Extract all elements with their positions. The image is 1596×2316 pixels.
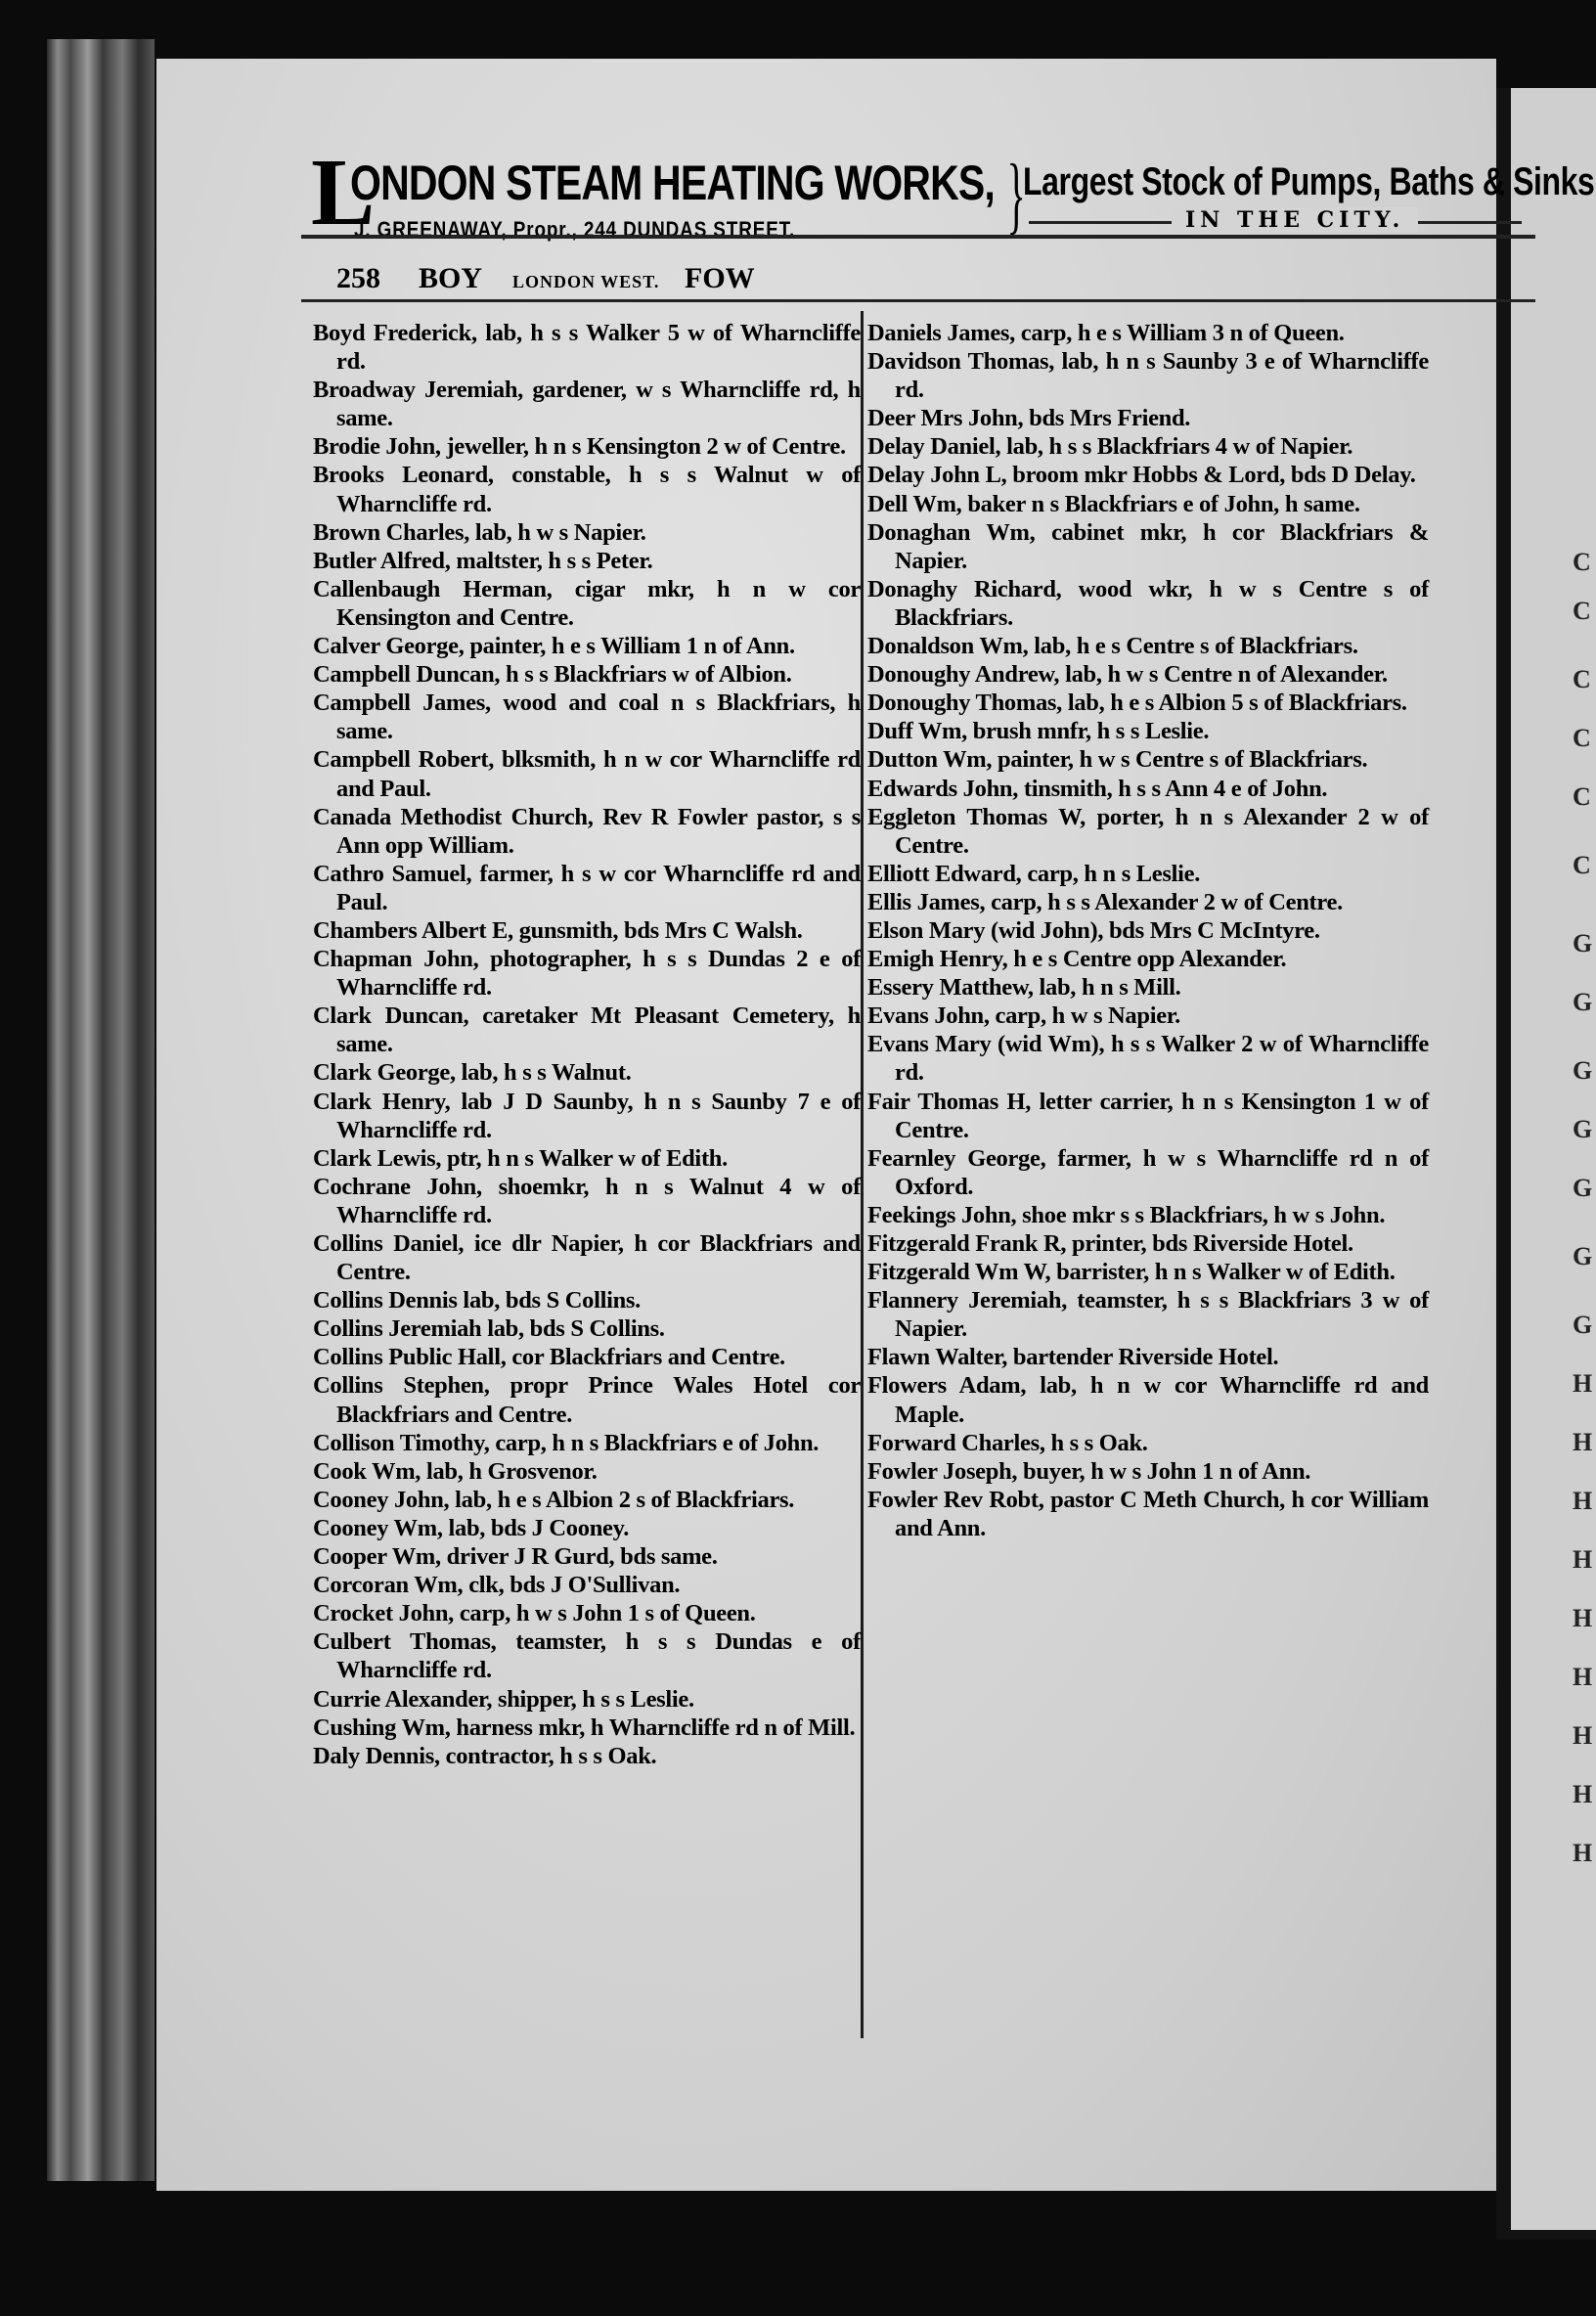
directory-entry: Fitzgerald Frank R, printer, bds Riverside Hotel. xyxy=(867,1230,1353,1257)
directory-entry: Brown Charles, lab, h w s Napier. xyxy=(313,518,646,546)
adjacent-page-letter: C xyxy=(1573,782,1591,811)
directory-entry: Forward Charles, h s s Oak. xyxy=(867,1429,1148,1456)
directory-entry: Cooney John, lab, h e s Albion 2 s of Blackfriars. xyxy=(313,1486,795,1513)
directory-entry: Collins Stephen, propr Prince Wales Hotel cor Blackfriars and Centre. xyxy=(313,1372,861,1428)
directory-entry: Dutton Wm, painter, h w s Centre s of Blackfriars. xyxy=(867,746,1368,774)
directory-entry: Chambers Albert E, gunsmith, bds Mrs C Walsh. xyxy=(313,916,803,944)
directory-entry: Cushing Wm, harness mkr, h Wharncliffe rd n of Mill. xyxy=(313,1714,856,1741)
adjacent-page-letter: H xyxy=(1573,1487,1593,1515)
directory-entry: Clark Henry, lab J D Saunby, h n s Saunby 7 e of Wharncliffe rd. xyxy=(313,1088,861,1143)
directory-entry: Campbell Robert, blksmith, h n w cor Wharncliffe rd and Paul. xyxy=(313,746,861,802)
directory-entry: Essery Matthew, lab, h n s Mill. xyxy=(867,974,1181,1002)
directory-entry: Donaldson Wm, lab, h e s Centre s of Blackfriars. xyxy=(867,633,1358,660)
directory-entry: Delay John L, broom mkr Hobbs & Lord, bds D Delay. xyxy=(867,462,1416,489)
adjacent-page-letter: C xyxy=(1573,724,1591,752)
adjacent-page-letter: G xyxy=(1573,1311,1593,1339)
directory-entry: Emigh Henry, h e s Centre opp Alexander. xyxy=(867,946,1287,973)
adjacent-page-edge xyxy=(1511,88,1596,2230)
directory-entry: Crocket John, carp, h w s John 1 s of Queen. xyxy=(313,1600,756,1627)
directory-entry: Davidson Thomas, lab, h n s Saunby 3 e of Wharncliffe rd. xyxy=(867,348,1429,404)
directory-entry: Cooney Wm, lab, bds J Cooney. xyxy=(313,1514,630,1541)
directory-entry: Edwards John, tinsmith, h s s Ann 4 e of John. xyxy=(867,775,1328,802)
directory-entry: Cochrane John, shoemkr, h n s Walnut 4 w of Wharncliffe rd. xyxy=(313,1173,861,1228)
adjacent-page-letter: H xyxy=(1573,1545,1593,1574)
directory-entry: Donaghy Richard, wood wkr, h w s Centre s of Blackfriars. xyxy=(867,575,1429,631)
directory-entry: Collins Jeremiah lab, bds S Collins. xyxy=(313,1315,665,1343)
directory-entry: Calver George, painter, h e s William 1 n of Ann. xyxy=(313,633,795,660)
directory-entry: Fair Thomas H, letter carrier, h n s Kensington 1 w of Centre. xyxy=(867,1088,1429,1143)
directory-entry: Campbell James, wood and coal n s Blackfriars, h same. xyxy=(313,690,861,745)
directory-entry: Cooper Wm, driver J R Gurd, bds same. xyxy=(313,1543,718,1571)
directory-entry: Collins Daniel, ice dlr Napier, h cor Blackfriars and Centre. xyxy=(313,1230,861,1286)
directory-entry: Deer Mrs John, bds Mrs Friend. xyxy=(867,405,1191,432)
adjacent-page-letter: H xyxy=(1573,1428,1593,1456)
directory-entry: Fitzgerald Wm W, barrister, h n s Walker w of Edith. xyxy=(867,1259,1396,1286)
directory-entry: Feekings John, shoe mkr s s Blackfriars, h w s John. xyxy=(867,1201,1386,1228)
adjacent-page-letter: H xyxy=(1573,1663,1593,1691)
directory-entry: Culbert Thomas, teamster, h s s Dundas e of Wharncliffe rd. xyxy=(313,1628,861,1684)
directory-entry: Dell Wm, baker n s Blackfriars e of John, h same. xyxy=(867,490,1360,517)
directory-entry: Ellis James, carp, h s s Alexander 2 w of Centre. xyxy=(867,888,1343,915)
directory-entry: Eggleton Thomas W, porter, h n s Alexander 2 w of Centre. xyxy=(867,803,1429,859)
adjacent-page-letter: G xyxy=(1573,988,1593,1016)
range-start-word: BOY xyxy=(419,262,483,294)
adjacent-page-letter: C xyxy=(1573,548,1591,576)
adjacent-page-letter: C xyxy=(1573,597,1591,625)
directory-entry: Corcoran Wm, clk, bds J O'Sullivan. xyxy=(313,1572,681,1599)
directory-entry: Donoughy Thomas, lab, h e s Albion 5 s of Blackfriars. xyxy=(867,690,1407,717)
directory-entry: Elliott Edward, carp, h n s Leslie. xyxy=(867,860,1201,887)
adjacent-page-letter: H xyxy=(1573,1839,1593,1867)
directory-entry: Cook Wm, lab, h Grosvenor. xyxy=(313,1457,598,1485)
directory-entry: Campbell Duncan, h s s Blackfriars w of Albion. xyxy=(313,661,792,689)
ad-stock-slogan: Largest Stock of Pumps, Baths & Sinks xyxy=(1023,160,1595,203)
directory-entry: Fowler Joseph, buyer, h w s John 1 n of Ann. xyxy=(867,1457,1311,1485)
ad-proprietor: J. GREENAWAY, Propr., 244 DUNDAS STREET. xyxy=(354,217,796,242)
adjacent-page-letter: G xyxy=(1573,1115,1593,1143)
directory-entry: Flowers Adam, lab, h n w cor Wharncliffe rd and Maple. xyxy=(867,1372,1429,1428)
adjacent-page-letter: C xyxy=(1573,665,1591,693)
adjacent-page-letter: H xyxy=(1573,1369,1593,1398)
section-title: LONDON WEST. xyxy=(512,272,660,291)
directory-entry: Elson Mary (wid John), bds Mrs C McIntyre. xyxy=(867,916,1320,944)
directory-entry: Collison Timothy, carp, h n s Blackfriars e of John. xyxy=(313,1429,820,1456)
directory-entry: Evans John, carp, h w s Napier. xyxy=(867,1002,1180,1030)
directory-entry: Fowler Rev Robt, pastor C Meth Church, h cor William and Ann. xyxy=(867,1486,1429,1541)
adjacent-page-letter: H xyxy=(1573,1780,1593,1808)
adjacent-page-letter: C xyxy=(1573,851,1591,879)
directory-entry: Daly Dennis, contractor, h s s Oak. xyxy=(313,1742,657,1769)
header-rule xyxy=(301,235,1535,239)
column-divider xyxy=(861,311,864,2038)
directory-entry: Clark George, lab, h s s Walnut. xyxy=(313,1059,632,1087)
directory-entry: Chapman John, photographer, h s s Dundas 2 e of Wharncliffe rd. xyxy=(313,946,861,1002)
left-column xyxy=(313,319,861,1770)
directory-entry: Flannery Jeremiah, teamster, h s s Blackfriars 3 w of Napier. xyxy=(867,1287,1429,1343)
directory-entry: Evans Mary (wid Wm), h s s Walker 2 w of Wharncliffe rd. xyxy=(867,1031,1429,1087)
adjacent-page-letter: H xyxy=(1573,1721,1593,1750)
page-number: 258 xyxy=(336,262,380,294)
right-column xyxy=(867,319,1429,1542)
adjacent-page-letter: G xyxy=(1573,1174,1593,1202)
directory-entry: Broadway Jeremiah, gardener, w s Wharncliffe rd, h same. xyxy=(313,377,861,432)
directory-entry: Clark Lewis, ptr, h n s Walker w of Edith. xyxy=(313,1144,728,1172)
directory-entry: Daniels James, carp, h e s William 3 n of Queen. xyxy=(867,320,1345,346)
directory-entry: Canada Methodist Church, Rev R Fowler pastor, s s Ann opp William. xyxy=(313,803,861,859)
directory-entry: Collins Public Hall, cor Blackfriars and Centre. xyxy=(313,1344,785,1371)
directory-entry: Collins Dennis lab, bds S Collins. xyxy=(313,1287,641,1314)
directory-entry: Fearnley George, farmer, h w s Wharncliffe rd n of Oxford. xyxy=(867,1144,1429,1200)
directory-entry: Delay Daniel, lab, h s s Blackfriars 4 w of Napier. xyxy=(867,433,1353,461)
ad-business-name: ONDON STEAM HEATING WORKS, xyxy=(350,156,995,210)
range-end-word: FOW xyxy=(685,262,755,294)
book-binding xyxy=(47,39,155,2181)
ad-brace: } xyxy=(1006,148,1026,243)
advertisement-banner xyxy=(311,140,1595,284)
ad-city-tagline: IN THE CITY. xyxy=(1172,207,1418,233)
directory-entry: Callenbaugh Herman, cigar mkr, h n w cor Kensington and Centre. xyxy=(313,575,861,631)
adjacent-page-letter: G xyxy=(1573,1056,1593,1085)
directory-entry: Flawn Walter, bartender Riverside Hotel. xyxy=(867,1344,1279,1371)
running-head-rule xyxy=(301,299,1535,302)
directory-entry: Boyd Frederick, lab, h s s Walker 5 w of Wharncliffe rd. xyxy=(313,320,861,376)
directory-entry: Brodie John, jeweller, h n s Kensington 2 w of Centre. xyxy=(313,433,846,461)
directory-entry: Duff Wm, brush mnfr, h s s Leslie. xyxy=(867,718,1210,745)
directory-entry: Donoughy Andrew, lab, h w s Centre n of Alexander. xyxy=(867,661,1388,689)
directory-entry: Brooks Leonard, constable, h s s Walnut w of Wharncliffe rd. xyxy=(313,462,861,517)
ad-initial: L xyxy=(311,140,376,245)
directory-entry: Donaghan Wm, cabinet mkr, h cor Blackfriars & Napier. xyxy=(867,518,1429,574)
adjacent-page-letter: G xyxy=(1573,1242,1593,1270)
directory-entry: Clark Duncan, caretaker Mt Pleasant Cemetery, h same. xyxy=(313,1002,861,1058)
adjacent-page-letter: G xyxy=(1573,929,1593,958)
adjacent-page-letter: H xyxy=(1573,1604,1593,1632)
directory-entry: Cathro Samuel, farmer, h s w cor Wharncliffe rd and Paul. xyxy=(313,860,861,915)
directory-entry: Butler Alfred, maltster, h s s Peter. xyxy=(313,547,653,574)
directory-entry: Currie Alexander, shipper, h s s Leslie. xyxy=(313,1685,694,1713)
